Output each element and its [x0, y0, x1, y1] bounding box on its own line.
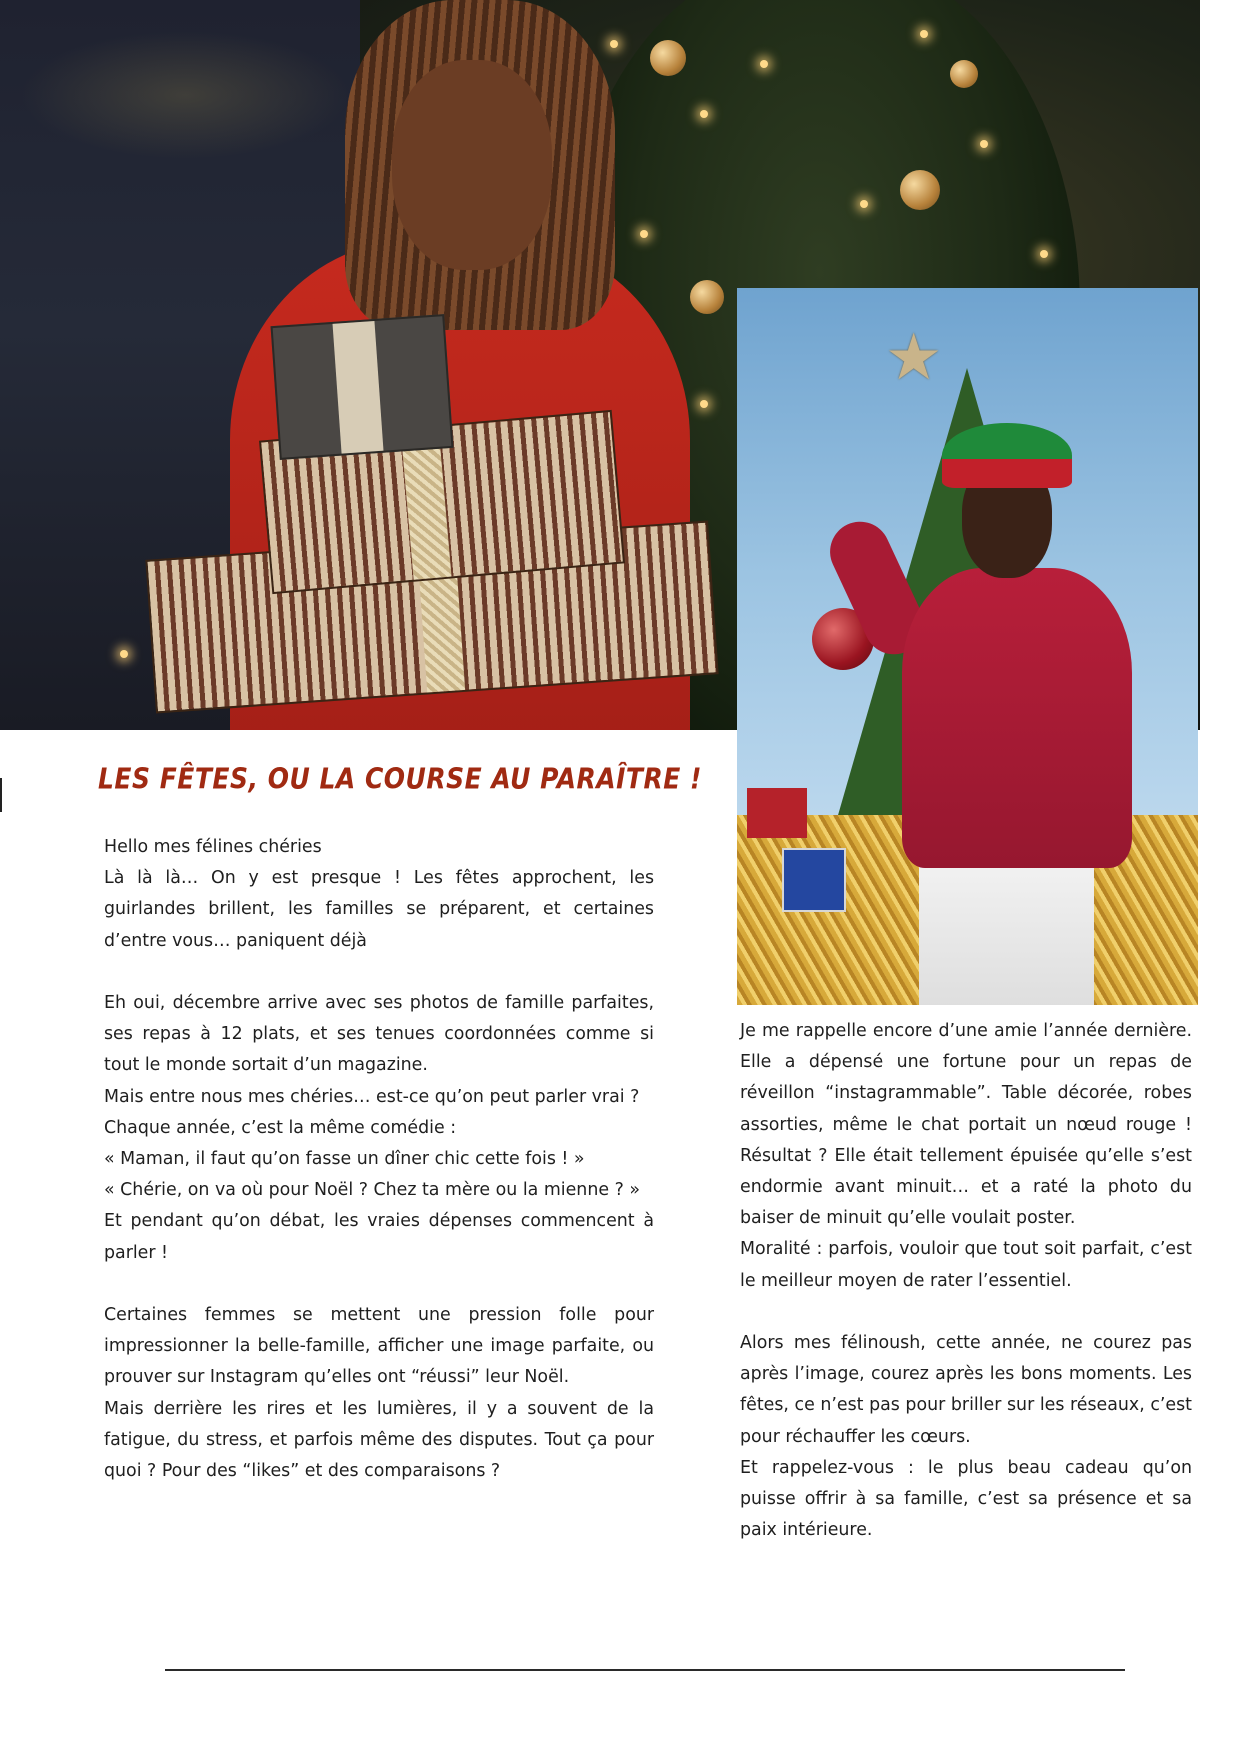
elf-hat	[942, 423, 1072, 488]
ornament-ball	[690, 280, 724, 314]
ornament-ball	[900, 170, 940, 210]
left-text-column	[104, 832, 654, 1487]
paragraph: Eh oui, décembre arrive avec ses photos de famille parfaites, ses repas à 12 plats, et ses tenues coordonnées comme si tout le monde sortait d’un magazine.	[104, 993, 654, 1076]
tree-light	[640, 230, 648, 238]
paragraph: Et pendant qu’on débat, les vraies dépenses commencent à parler !	[104, 1211, 654, 1263]
paragraph: Je me rappelle encore d’une amie l’année dernière. Elle a dépensé une fortune pour un repas de réveillon “instagrammable”. Table décorée, robes assorties, même le chat portait un nœud rouge ! Résultat ? Elle était tellement épuisée qu’elle s’est endormie avant minuit… et a raté la photo du baiser de minuit qu’elle voulait poster.	[740, 1021, 1192, 1229]
gift-box	[782, 848, 846, 912]
bottom-divider	[165, 1669, 1125, 1671]
paragraph: Chaque année, c’est la même comédie :	[104, 1117, 457, 1138]
gift-box-small	[271, 314, 454, 460]
tree-light	[760, 60, 768, 68]
tree-light	[980, 140, 988, 148]
paragraph: Mais derrière les rires et les lumières, il y a souvent de la fatigue, du stress, et parfois même des disputes. Tout ça pour quoi ? Pour des “likes” et des comparaisons ?	[104, 1398, 654, 1482]
tree-light	[120, 650, 128, 658]
tree-light	[610, 40, 618, 48]
wall-ornament	[20, 30, 350, 160]
paragraph: Là là là… On y est presque ! Les fêtes approchent, les guirlandes brillent, les familles se préparent, et certaines d’entre vous… paniquent déjà	[104, 868, 654, 951]
paragraph: « Chérie, on va où pour Noël ? Chez ta mère ou la mienne ? »	[104, 1180, 640, 1201]
article-title: LES FÊTES, OU LA COURSE AU PARAÎTRE !	[98, 762, 702, 796]
red-top	[902, 568, 1132, 868]
tree-light	[700, 110, 708, 118]
ornament-ball	[950, 60, 978, 88]
tree-light	[860, 200, 868, 208]
white-pants	[919, 858, 1094, 1005]
tree-light	[700, 400, 708, 408]
tree-light	[1040, 250, 1048, 258]
paragraph: « Maman, il faut qu’on fasse un dîner chic cette fois ! »	[104, 1149, 585, 1170]
face	[392, 60, 552, 270]
right-text-column	[740, 1016, 1192, 1546]
ornament-ball	[650, 40, 686, 76]
tree-light	[920, 30, 928, 38]
paragraph: Moralité : parfois, vouloir que tout soit parfait, c’est le meilleur moyen de rater l’essentiel.	[740, 1239, 1192, 1291]
paragraph-spacer	[740, 1297, 1192, 1328]
paragraph: Mais entre nous mes chéries… est-ce qu’on peut parler vrai ?	[104, 1086, 640, 1107]
star-icon: ★	[885, 321, 943, 395]
paragraph: Alors mes félinoush, cette année, ne courez pas après l’image, courez après les bons moments. Les fêtes, ce n’est pas pour briller sur les réseaux, c’est pour réchauffer les cœurs.	[740, 1333, 1192, 1447]
photo-woman-elf-hat	[737, 288, 1198, 1005]
margin-mark	[0, 778, 2, 812]
paragraph-spacer	[104, 957, 654, 988]
paragraph: Et rappelez-vous : le plus beau cadeau qu’on puisse offrir à sa famille, c’est sa présence et sa paix intérieure.	[740, 1457, 1192, 1541]
paragraph: Certaines femmes se mettent une pression folle pour impressionner la belle-famille, afficher une image parfaite, ou prouver sur Instagram qu’elles ont “réussi” leur Noël.	[104, 1305, 654, 1388]
paragraph: Hello mes félines chéries	[104, 837, 322, 857]
gift-box	[747, 788, 807, 838]
paragraph-spacer	[104, 1269, 654, 1300]
